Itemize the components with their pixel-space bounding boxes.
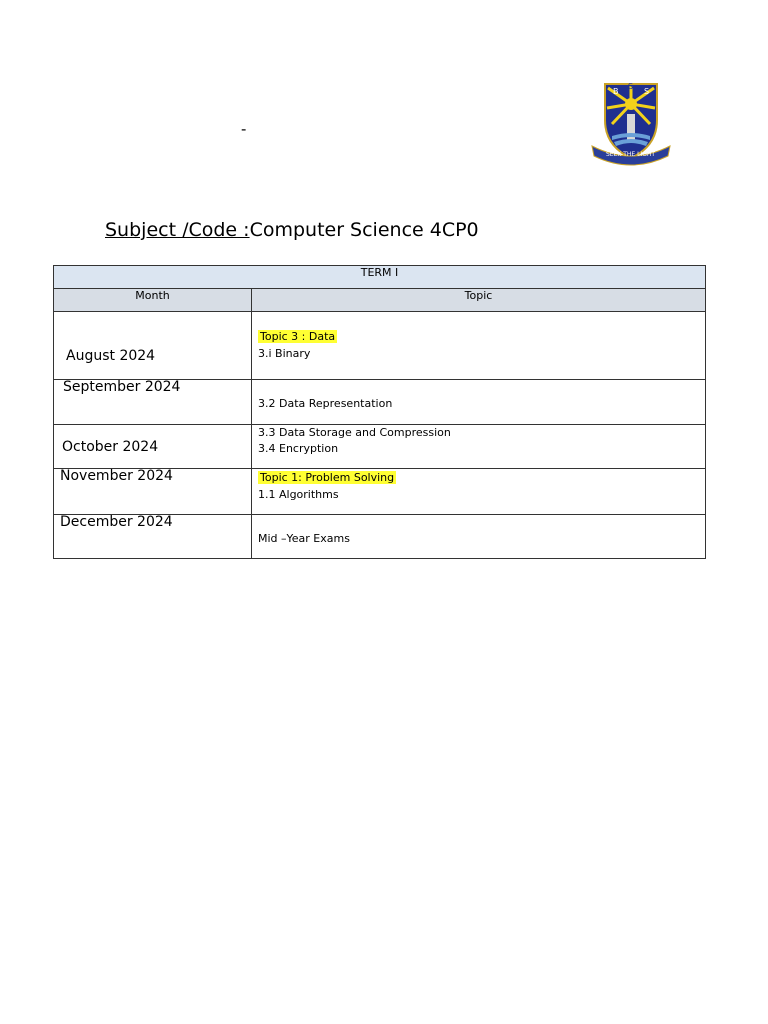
crest-letter-3: S (644, 87, 650, 96)
subject-label: Subject /Code : (105, 219, 250, 241)
month-cell (54, 425, 252, 469)
term-title: TERM I (54, 266, 706, 289)
column-header-row (54, 289, 706, 312)
column-header-topic: Topic (252, 289, 706, 312)
crest-letter-2: S (628, 82, 634, 91)
school-crest-icon (588, 80, 674, 166)
topic-line: 3.2 Data Representation (258, 397, 393, 410)
subject-line (105, 219, 479, 241)
topic-heading: Topic 3 : Data (260, 330, 336, 343)
topic-cell (252, 515, 706, 559)
topic-line: 1.1 Algorithms (258, 488, 339, 501)
term-plan-table (53, 265, 706, 559)
table-row (54, 515, 706, 559)
month-label: December 2024 (60, 514, 173, 530)
subject-value: Computer Science 4CP0 (249, 219, 479, 241)
table-row (54, 312, 706, 380)
topic-cell (252, 380, 706, 425)
month-label: September 2024 (63, 379, 181, 395)
topic-line: 3.3 Data Storage and Compression (258, 426, 451, 439)
month-label: August 2024 (66, 348, 156, 364)
table-row (54, 380, 706, 425)
topic-line: 3.4 Encryption (258, 442, 339, 455)
crest-motto: SEEK THE LIGHT (606, 151, 656, 158)
month-cell (54, 469, 252, 515)
topic-line: Mid –Year Exams (258, 532, 350, 545)
month-cell (54, 312, 252, 380)
topic-cell (252, 469, 706, 515)
crest-letter-1: B (613, 87, 619, 96)
month-cell (54, 380, 252, 425)
month-cell (54, 515, 252, 559)
table-row (54, 469, 706, 515)
topic-heading: Topic 1: Problem Solving (260, 471, 395, 484)
topic-line: 3.i Binary (258, 347, 311, 360)
month-label: October 2024 (62, 439, 159, 455)
column-header-month: Month (54, 289, 252, 312)
topic-cell (252, 312, 706, 380)
topic-cell (252, 425, 706, 469)
month-label: November 2024 (60, 468, 173, 484)
header-dash: - (241, 121, 247, 138)
term-row (54, 266, 706, 289)
table-row (54, 425, 706, 469)
